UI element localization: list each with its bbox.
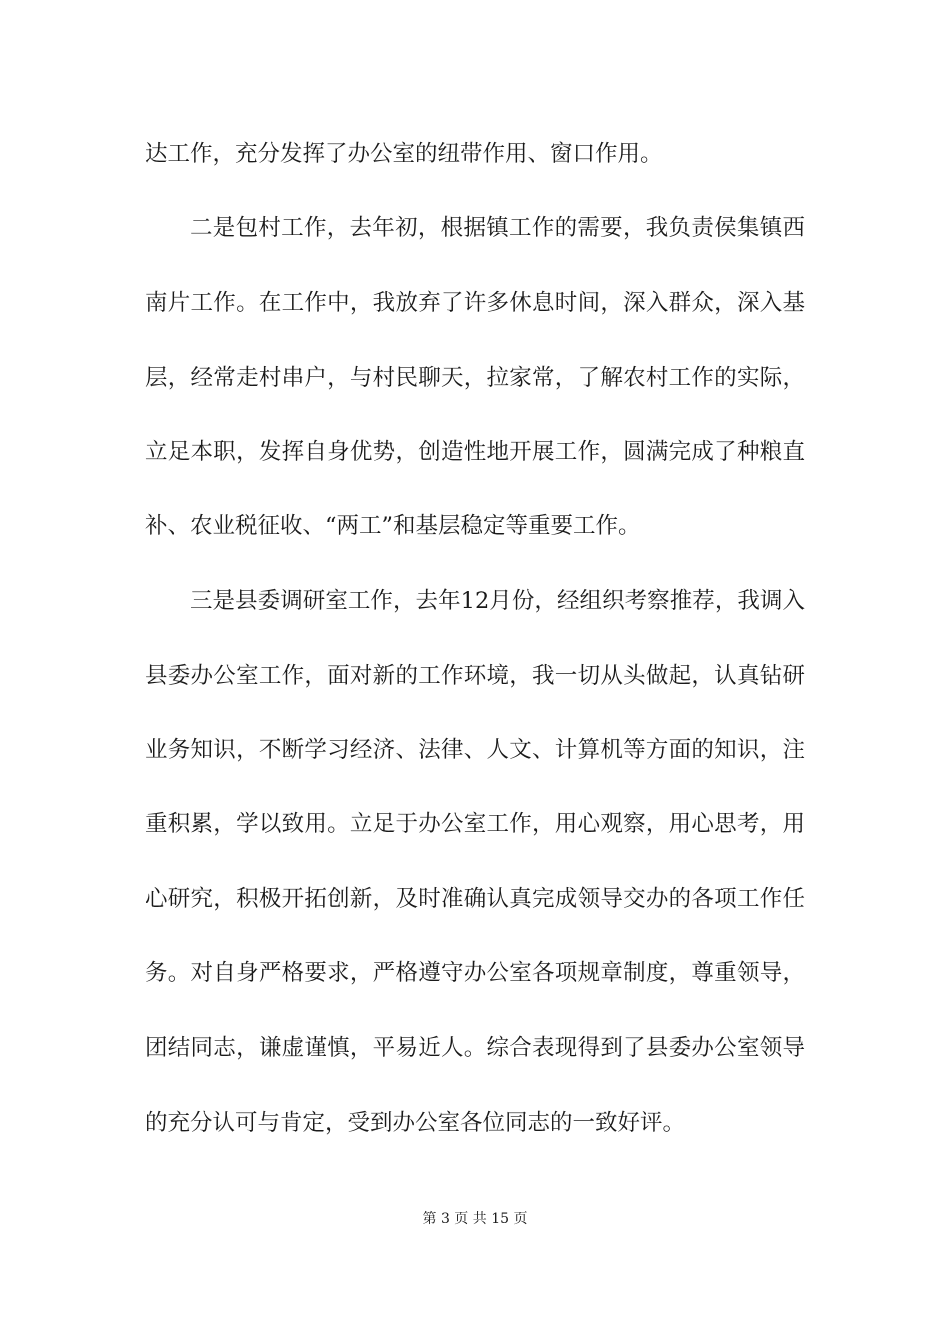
paragraph-2-line-1: 二是包村工作，去年初，根据镇工作的需要，我负责侯集镇西 bbox=[190, 215, 805, 241]
page-number-footer: 第 3 页 共 15 页 bbox=[422, 1211, 528, 1227]
paragraph-2-line-5: 补、农业税征收、“两工”和基层稳定等重要工作。 bbox=[145, 513, 641, 539]
paragraph-3-line-8: 的充分认可与肯定，受到办公室各位同志的一致好评。 bbox=[145, 1110, 686, 1136]
paragraph-3-line-1: 三是县委调研室工作，去年12月份，经组织考察推荐，我调入 bbox=[190, 588, 805, 614]
paragraph-1-line-1: 达工作，充分发挥了办公室的纽带作用、窗口作用。 bbox=[145, 141, 663, 167]
paragraph-2-line-2: 南片工作。在工作中，我放弃了许多休息时间，深入群众，深入基 bbox=[145, 290, 805, 316]
paragraph-3-line-3: 业务知识，不断学习经济、法律、人文、计算机等方面的知识，注 bbox=[145, 737, 805, 763]
paragraph-2-line-4: 立足本职，发挥自身优势，创造性地开展工作，圆满完成了种粮直 bbox=[145, 439, 805, 465]
paragraph-3-line-2: 县委办公室工作，面对新的工作环境，我一切从头做起，认真钻研 bbox=[145, 663, 805, 689]
paragraph-3-line-7: 团结同志，谦虚谨慎，平易近人。综合表现得到了县委办公室领导 bbox=[145, 1035, 805, 1061]
paragraph-3-line-6: 务。对自身严格要求，严格遵守办公室各项规章制度，尊重领导， bbox=[145, 960, 805, 986]
paragraph-3-line-5: 心研究，积极开拓创新，及时准确认真完成领导交办的各项工作任 bbox=[145, 886, 805, 912]
paragraph-3-line-4: 重积累，学以致用。立足于办公室工作，用心观察，用心思考，用 bbox=[145, 811, 805, 837]
paragraph-2-line-3: 层，经常走村串户，与村民聊天，拉家常，了解农村工作的实际， bbox=[145, 365, 805, 391]
